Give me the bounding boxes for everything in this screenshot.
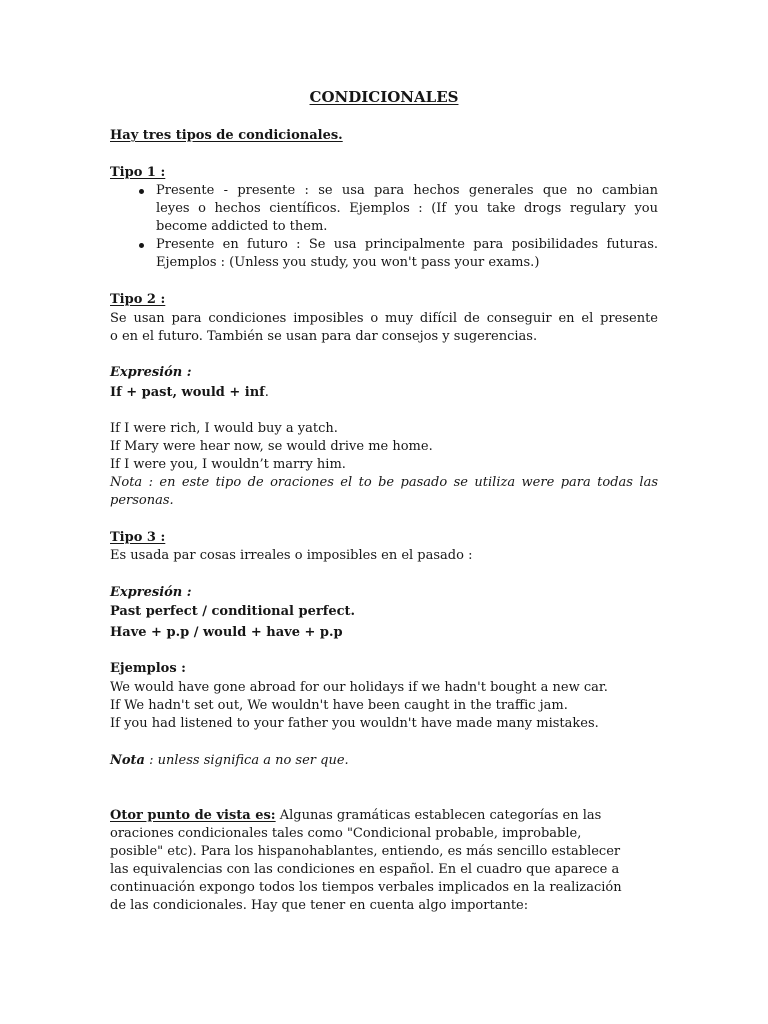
description-line: Se usan para condiciones imposibles o muy difícil de conseguir en el presente xyxy=(110,311,658,326)
page-title: CONDICIONALES xyxy=(309,88,459,106)
example-line: If We hadn't set out, We wouldn't have been caught in the traffic jam. xyxy=(110,698,568,713)
description-line: Es usada par cosas irreales o imposibles en el pasado : xyxy=(110,548,473,563)
bullet-marker xyxy=(139,189,144,194)
list-item-line: Ejemplos : (Unless you study, you won't pass your exams.) xyxy=(156,255,540,270)
expression-label: Expresión : xyxy=(110,365,192,380)
description-line: o en el futuro. También se usan para dar consejos y sugerencias. xyxy=(110,329,538,344)
formula-line xyxy=(110,384,269,402)
formula-period: . xyxy=(264,385,269,400)
expression-label: Expresión : xyxy=(110,585,192,600)
paragraph-line: de las condicionales. Hay que tener en cuenta algo importante: xyxy=(110,898,529,913)
tipo-1-heading: Tipo 1 : xyxy=(110,165,166,180)
note-line: Nota : en este tipo de oraciones el to be pasado se utiliza were para todas las xyxy=(110,475,658,490)
note-line xyxy=(110,752,349,770)
tipo-3-heading: Tipo 3 : xyxy=(110,530,166,545)
formula-line: Past perfect / conditional perfect. xyxy=(110,604,356,619)
list-item-line: become addicted to them. xyxy=(156,219,328,234)
paragraph-line: posible" etc). Para los hispanohablantes, entiendo, es más sencillo establecer xyxy=(110,844,621,859)
viewpoint-label: Otor punto de vista es: xyxy=(110,808,276,823)
tipo-2-heading: Tipo 2 : xyxy=(110,292,166,307)
paragraph-text: Algunas gramáticas establecen categorías en las xyxy=(275,808,602,823)
list-item-line: Presente en futuro : Se usa principalmente para posibilidades futuras. xyxy=(156,237,658,252)
example-line: If I were you, I wouldn’t marry him. xyxy=(110,457,346,472)
note-label: Nota xyxy=(110,753,145,768)
example-line: We would have gone abroad for our holidays if we hadn't bought a new car. xyxy=(110,680,608,695)
bullet-marker xyxy=(139,243,144,248)
example-line: If you had listened to your father you wouldn't have made many mistakes. xyxy=(110,716,599,731)
paragraph-line: las equivalencias con las condiciones en español. En el cuadro que aparece a xyxy=(110,862,620,877)
paragraph-line xyxy=(110,807,601,825)
paragraph-line: continuación expongo todos los tiempos verbales implicados en la realización xyxy=(110,880,622,895)
example-line: If Mary were hear now, se would drive me home. xyxy=(110,439,433,454)
examples-label: Ejemplos : xyxy=(110,661,186,676)
intro-heading: Hay tres tipos de condicionales. xyxy=(110,128,343,143)
paragraph-line: oraciones condicionales tales como "Condicional probable, improbable, xyxy=(110,826,582,841)
list-item-line: leyes o hechos científicos. Ejemplos : (If you take drogs regulary you xyxy=(156,201,658,216)
note-line: personas. xyxy=(110,493,174,508)
formula-text: If + past, would + inf xyxy=(110,385,265,400)
note-text: : unless significa a no ser que. xyxy=(144,753,349,768)
list-item-line: Presente - presente : se usa para hechos generales que no cambian xyxy=(156,183,658,198)
example-line: If I were rich, I would buy a yatch. xyxy=(110,421,338,436)
formula-line: Have + p.p / would + have + p.p xyxy=(110,625,343,640)
